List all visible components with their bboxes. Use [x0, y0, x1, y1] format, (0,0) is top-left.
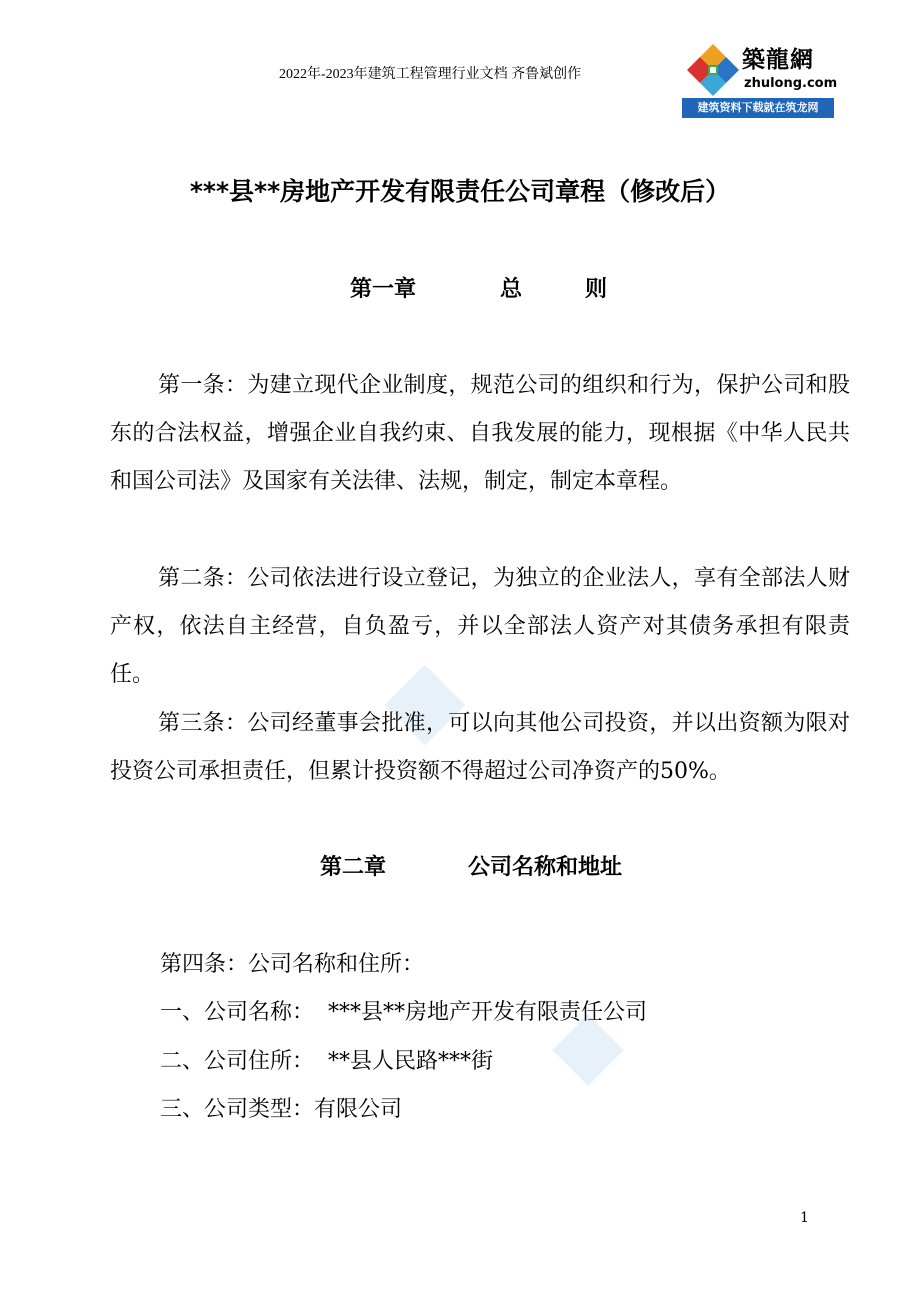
zhulong-emblem-icon [684, 42, 742, 98]
article-1: 第一条：为建立现代企业制度，规范公司的组织和行为，保护公司和股东的合法权益，增强企业自我约束、自我发展的能力，现根据《中华人民共和国公司法》及国家有关法律、法规，制定，制定本章程。 [110, 373, 850, 494]
zhulong-logo [682, 42, 838, 118]
page-number: 1 [800, 1210, 809, 1226]
page-header-text: 2022年-2023年建筑工程管理行业文档 齐鲁斌创作 [279, 67, 582, 82]
chapter-2-name: 公司名称和地址 [468, 855, 623, 880]
chapter-1-name-part-1: 总 [500, 277, 523, 302]
article-3: 第三条：公司经董事会批准，可以向其他公司投资，并以出资额为限对投资公司承担责任，但累计投资额不得超过公司净资产的50%。 [110, 711, 850, 784]
chapter-1-name-part-2: 则 [585, 277, 608, 302]
company-name-line: 一、公司名称： ***县**房地产开发有限责任公司 [160, 1000, 647, 1025]
document-title: ***县**房地产开发有限责任公司章程（修改后） [189, 177, 731, 206]
company-type-line: 三、公司类型：有限公司 [160, 1097, 403, 1122]
article-4-heading: 第四条：公司名称和住所： [160, 952, 425, 977]
logo-slogan-text: 建筑资料下载就在筑龙网 [682, 98, 834, 118]
chapter-1-label: 第一章 [350, 277, 417, 302]
logo-url-text: zhulong.com [744, 76, 838, 91]
logo-brand-text: 築龍網 [742, 47, 814, 73]
chapter-2-label: 第二章 [320, 855, 387, 880]
article-2: 第二条：公司依法进行设立登记，为独立的企业法人，享有全部法人财产权，依法自主经营，自负盈亏，并以全部法人资产对其债务承担有限责任。 [110, 566, 850, 687]
company-address-line: 二、公司住所： **县人民路***街 [160, 1049, 493, 1074]
